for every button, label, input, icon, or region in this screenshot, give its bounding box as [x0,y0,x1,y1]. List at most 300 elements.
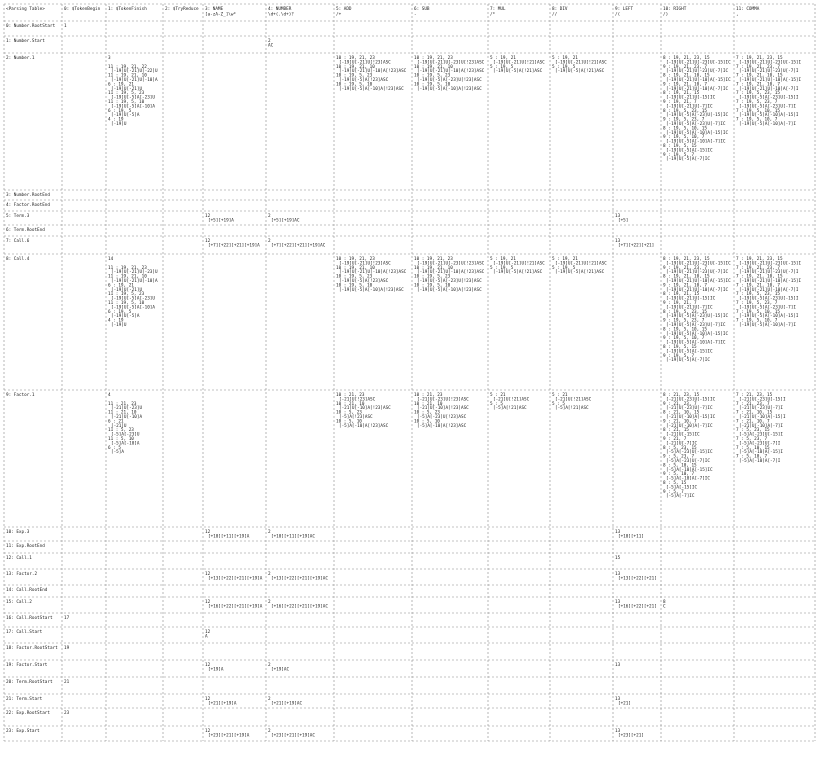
column-header: 4: NUMBER [268,7,292,12]
table-cell-line: 7 : 19, 5, 23, 7 [736,100,778,105]
table-cell-line: [+16][+22][+21][+19]A [208,604,263,610]
table-cell-line: [-19]U [111,122,127,127]
table-cell-line: [-19]U[-21]U[-23]U[-7]IC [666,69,729,75]
table-cell-line: 7 : 21, 10, 7 [736,419,770,425]
table-cell-line: 7 : 19, 21, 10, 15 [736,73,783,79]
table-cell-line: [-19]U[-5]A[!23]ASC [339,279,389,284]
row-label: 4: Factor.RootEnd [6,203,50,208]
table-cell-line: 4 : 19 [108,117,124,123]
column-header-pattern: , [736,12,739,18]
table-cell-line: AC [268,43,274,49]
table-cell-line: [-19]U[-21]U[-10]A[-15]I [739,279,802,284]
table-cell-line: [-5]A[-15]IC [666,485,698,491]
table-cell-line: [-21]U[-23]U[!23]ASC [417,397,469,403]
table-cell-line: 5 : 19, 5 [552,265,576,271]
column-header-pattern: - [414,12,417,18]
table-cell-line: [-19]U[-21]U[-23]U[-15]I [739,261,802,267]
table-cell-line: [-19]U[-21]U[-10]A[-15]IC [666,279,731,284]
table-cell-line: [+13][+22][+21][+19]A [208,576,263,582]
table-cell-line: 8 : 5, 23, 15 [663,445,697,451]
table-cell-line: [-19]U[-21]U[-23]U[!23]ASC [417,261,485,267]
table-cell-line: [+10][+11][+19]A [208,534,250,540]
table-cell-line: 8 : 21, 15 [663,428,689,434]
table-cell-line: [-19]U[-5]A[-15]IC [666,148,713,154]
table-cell-line: 1 [64,24,67,29]
table-cell-line: 8 : 21, 23, 15 [663,393,700,398]
table-cell-line: [-19]U[-21]U[!23]ASC [339,60,391,66]
table-cell-line: [-21]U[-10]A[-15]I [739,415,786,420]
table-cell-line: [-19]U[-5]A[-10]A[-15]IC [666,130,729,136]
table-cell-line: 10 : 5, 10 [414,419,440,425]
row-label: 6: Term.RootEnd [6,228,45,233]
table-cell-line: 9 : 19, 21, 7 [663,301,697,306]
row-label: 23: Exp.Start [6,729,40,734]
table-cell-line: 6 : 19, 21 [108,82,134,88]
table-cell-line: [+16][+22][+21] [618,604,657,610]
table-cell-line: 10 : 19, 21, 23 [414,257,453,262]
table-cell-line: 7 : 5, 10, 7 [736,454,768,460]
table-cell-line: [-19]U[-5]A[-10]A [111,305,155,311]
table-cell-line: [+5][+19]A [208,218,234,224]
table-cell-line: 9 : 19, 5, 7 [663,353,695,359]
table-cell-line: [-5]A[-10]A[!23]ASC [417,423,467,429]
table-cell-line: 6 : 19, 5 [108,309,132,315]
table-cell-line: [-19]U[-21]U[-10]A[!23]ASC [339,270,407,276]
table-cell-line: 8 : 21, 10, 15 [663,410,700,416]
table-cell-line: 8 : 19, 5, 10, 15 [663,126,707,132]
table-cell-line: 2 [268,663,271,668]
table-cell-line: [-19]U[-5]A[-23]U[-7]IC [666,323,726,328]
column-header: 1: $TokenFinish [108,7,147,12]
table-cell-line: [-5]A[!21]ASC [493,406,527,412]
table-cell-line: 13 [615,697,621,702]
table-cell-line: 10 : 5, 10 [336,419,362,425]
table-cell-line: 11 : 19, 21, 10 [108,274,147,280]
table-cell-line: [-19]U[-21]U[-10]A[-7]I [739,287,799,293]
table-cell-line: [-19]U[-5]A[!21]ASC [493,270,543,276]
table-cell-line: 7 : 19, 5, 23, 15 [736,292,780,298]
table-cell-line: [-19]U[-5]A[!23]ASC [339,78,389,83]
table-cell-line: [-19]U[-5]A[-10]A[-7]IC [666,340,726,346]
table-cell-line: 7 : 19, 21, 23, 7 [736,265,780,271]
table-cell-line: 8 : 5, 10, 15 [663,463,697,469]
column-header: <Parsing Table> [6,7,45,12]
table-cell-line: 8 : 19, 5, 23, 15 [663,309,707,315]
table-cell-line: 10 : 19, 5, 10 [414,82,451,88]
table-cell-line: 9 : 19, 5, 10, 7 [663,336,705,342]
column-header: 7: MUL [490,7,506,12]
row-label: 20: Term.RootStart [6,680,53,685]
row-label: 21: Term.Start [6,697,43,702]
table-cell-line: 10 : 21, 23 [414,393,443,398]
table-cell-line: 6 : 21 [108,419,124,425]
table-cell-line: [-5]A[-23]U[-7]IC [666,459,710,464]
table-cell-line: 7 : 19, 21, 23, 7 [736,64,780,70]
table-cell-line: 7 : 19, 21, 10, 7 [736,82,780,88]
table-cell-line: [-19]U[-21]U[-23]U[-7]I [739,270,799,276]
table-cell-line: [-19]U[-21]U[-10]A[-7]IC [666,86,729,92]
table-cell-line: 10 : 21, 10 [414,401,443,407]
table-cell-line: 7 : 5, 23, 7 [736,437,768,442]
table-cell-line: [+7][+22][+21] [618,243,655,249]
table-cell-line: 10 : 19, 5, 23 [414,274,451,280]
table-cell-line: 10 : 19, 21, 10 [414,64,453,70]
table-cell-line: [-19]U[-5]A[-23]U [111,95,155,101]
table-cell-line: [-19]U[-5]A[-10]A[-15]I [739,314,799,320]
row-label: 16: Call.RootStart [6,616,53,621]
table-cell-line: [-19]U[-21]U[-10]A[-15]I [739,78,802,83]
table-cell-line: 12 [205,600,211,605]
table-cell-line: 10 : 19, 5, 10 [336,82,373,88]
column-header-pattern: \d+(.\d+)? [268,12,294,18]
table-cell-line: 5 : 21 [552,393,568,398]
table-cell-line: 4 : 19 [108,318,124,324]
table-cell-line: [-19]U[-5]A[-10]A[!23]ASC [339,86,404,92]
table-cell-line: 6 : 19, 5 [108,108,132,114]
table-cell-line: [+23][+21][+19]A [208,733,250,739]
row-label: 19: Factor.Start [6,663,48,668]
table-cell-line: 9 : 19, 5, 10, 7 [663,135,705,141]
table-cell-line: [-19]U[-5]A[-10]A[!23]ASC [417,287,482,293]
table-cell-line: 8 [663,600,666,605]
table-cell-line: A [205,634,208,640]
table-cell-line: 10 : 21, 10 [336,401,365,407]
table-cell-line: 8 : 19, 5, 15 [663,144,697,149]
table-cell-line: 5 : 5 [552,401,565,407]
table-cell-line: [-19]U[-21]U[-23]U[-15]IC [666,60,731,66]
table-cell-line: 5 : 5 [490,401,503,407]
row-label: 9: Factor.1 [6,393,35,398]
table-cell-line: [-5]A[-7]IC [666,494,695,500]
table-cell-line: 11 : 19, 21, 22 [108,64,147,70]
table-cell-line: [-21]U[-10]A[-7]I [739,423,783,429]
table-cell-line: [-21]U[-7]IC [666,441,698,447]
table-cell-line: 11 : 5, 23 [108,428,134,434]
table-cell-line: [+23][+21] [618,733,644,739]
table-cell-line: 12 [205,630,211,635]
table-cell-line: [-19]U[-5]A[-7]IC [666,157,710,163]
table-cell-line: 13 [615,530,621,535]
table-cell-line: 19 [64,646,70,651]
table-cell-line: 7 : 19, 5, 10, 7 [736,318,778,324]
table-cell-line: 9 : 19, 21, 10, 7 [663,82,707,88]
table-cell-line: 9 : 19, 21, 23, 7 [663,64,707,70]
table-cell-line: 8 : 19, 21, 10, 15 [663,274,710,280]
table-cell-line: [-5]A[-23]U[-7]I [739,441,781,447]
table-cell-line: [-19]U[-5]A[-23]U[!23]ASC [417,78,482,83]
table-cell-line: [+13][+22][+21] [618,576,657,582]
table-cell-line: 7 : 19, 21, 23, 15 [736,56,783,61]
column-header: 5: ADD [336,7,352,12]
table-cell-line: [-21]U[!21]ASC [555,397,592,403]
table-cell-line: 12 [205,572,211,577]
table-cell-line: 10 : 19, 21, 23 [414,56,453,61]
table-cell-line: [-21]U[-10]A[!23]ASC [339,406,391,412]
table-cell-line: 10 : 19, 21, 23 [336,257,375,262]
row-label: 10: Exp.3 [6,530,30,535]
table-cell-line: 10 : 5, 23 [336,410,362,416]
table-cell-line: 12 [205,239,211,244]
table-cell-line: [-5]A[-23]U[!23]ASC [417,415,467,420]
table-cell-line: [-19]U[-5]A[-10]A[-15]IC [666,331,729,337]
table-cell-line: [-19]U[-5]A[-10]A[-7]I [739,122,796,127]
table-cell-line: 11 : 19, 5, 10 [108,100,145,105]
table-cell-line: [-19]U[-21]U[-15]IC [666,296,716,302]
table-cell-line: [-19]U[-5]A[-23]U[-15]IC [666,113,729,119]
table-cell-line: 8 : 19, 5, 23, 15 [663,108,707,114]
table-cell-line: 5 : 19, 21 [552,257,578,262]
row-label: 3: Number.RootEnd [6,193,50,198]
table-cell-line: [+10][+11][+19]AC [271,534,315,540]
table-cell-line: 7 : 19, 21, 10, 15 [736,274,783,280]
table-cell-line: [-5]A[!21]ASC [555,406,589,412]
table-cell-line: 10 : 5, 23 [414,410,440,416]
table-cell-line: 10 : 19, 21, 10 [414,265,453,271]
row-label: 14: Call.RootEnd [6,588,48,593]
table-cell-line: [-21]U[-10]A[!23]ASC [417,406,469,412]
table-cell-line: [-19]U[-5]A[!21]ASC [493,69,543,75]
table-cell-line: 15 [615,556,621,561]
table-cell-line: 10 : 19, 21, 10 [336,265,375,271]
table-cell-line: [-21]U[-23]U[-15]I [739,397,786,403]
table-cell-line: 7 : 21, 23, 15 [736,393,773,398]
table-cell-line: [-19]U [111,323,127,328]
table-cell-line: 14 [108,257,114,262]
row-label: 11: Exp.RootEnd [6,544,45,549]
table-cell-line: 6 : 19, 21 [108,283,134,289]
table-cell-line: [-5]A[-23]U[-15]I [739,432,783,438]
table-cell-line: [-19]U[-21]U[-10]A[!23]ASC [339,69,407,75]
table-cell-line: [+21] [618,701,631,707]
table-cell-line: [-19]U[-21]U[-23]U[-7]I [739,69,799,75]
table-cell-line: [-19]U[-5]A [111,314,140,320]
table-cell-line: [-5]A[-10]A[-7]I [739,459,781,464]
column-header: 9: LEFT [615,7,634,12]
table-cell-line: [-21]U[-10]A[-7]IC [666,423,713,429]
table-cell-line: 9 : 21, 23, 7 [663,401,697,407]
column-header: 10: RIGHT [663,7,687,12]
table-cell-line: 10 : 19, 21, 10 [336,64,375,70]
table-cell-line: 2 [268,530,271,535]
table-cell-line: [-21]U[!21]ASC [493,397,530,403]
table-cell-line: 5 : 19, 21 [490,257,516,262]
table-cell-line: 7 : 19, 5, 10, 15 [736,309,780,315]
table-cell-line: 3 [108,56,111,61]
table-cell-line: [-19]U[-21]U[-10]A [111,78,158,83]
table-cell-line: 7 : 21, 10, 15 [736,410,773,416]
column-header: 3: NAME [205,7,224,12]
table-cell-line: [-19]U[-21]U[!21]ASC [493,60,545,66]
table-cell-line: 2 [268,600,271,605]
table-cell-line: [+10][+11] [618,534,644,540]
table-cell-line: 13 [615,214,621,219]
table-cell-line: [+16][+22][+21][+19]AC [271,604,328,610]
table-cell-line: [-19]U[-21]U[-7]IC [666,305,713,311]
table-cell-line: [-21]U[-23]U[-7]IC [666,406,713,412]
table-cell-line: [-19]U[-5]A[-23]U[-7]I [739,104,796,110]
table-cell-line: 2 [268,239,271,244]
table-cell-line: 13 [615,729,621,734]
table-cell-line: [-19]U[-21]U[!21]ASC [555,60,607,66]
table-cell-line: 17 [64,616,70,621]
table-cell-line: 11 : 21, 23 [108,401,137,407]
table-cell-line: [+13][+22][+21][+19]AC [271,576,328,582]
table-cell-line: [-19]U[-5]A[-23]U[-7]I [739,305,796,311]
table-cell-line: 5 : 19, 5 [490,265,514,271]
table-cell-line: 9 : 19, 21, 7 [663,100,697,105]
table-cell-line: [-19]U[-5]A[-10]A [111,104,155,110]
column-header: 8: DIV [552,7,568,12]
table-cell-line: C [663,604,666,610]
row-label: 1: Number.Start [6,39,45,44]
table-cell-line: 7 : 19, 5, 10, 15 [736,108,780,114]
table-cell-line: [+23][+21][+19]AC [271,733,315,739]
table-cell-line: [-19]U[-21]U[-23]U[-15]I [739,60,802,66]
table-cell-line: [-19]U[-21]U[-10]A[!23]ASC [417,69,485,75]
table-cell-line: 9 : 19, 21, 23, 7 [663,265,707,271]
table-cell-line: 9 : 5, 23, 7 [663,454,695,460]
table-cell-line: 11 : 21, 10 [108,410,137,416]
table-cell-line: 9 : 5, 7 [663,489,684,495]
table-cell-line: 23 [64,711,70,716]
table-cell-line: 13 [615,239,621,244]
table-cell-line: 7 : 19, 5, 23, 15 [736,91,780,97]
table-cell-line: [-5]A[-23]U [111,432,140,438]
table-cell-line: [-19]U[-21]U[-23]U [111,270,158,276]
table-cell-line: [+21][+19]AC [271,701,303,707]
table-cell-line: 11 : 19, 5, 23 [108,91,145,97]
table-cell-line: 10 : 21, 23 [336,393,365,398]
table-cell-line: 2 [268,39,271,44]
table-cell-line: 5 : 19, 21 [490,56,516,61]
table-cell-line: [+7][+22][+21][+19]AC [271,243,326,249]
table-cell-line: [-19]U[-5]A[-10]A[!23]ASC [339,287,404,293]
table-cell-line: [+19]A [208,667,224,673]
table-cell-line: [-19]U[-5]A[-10]A[-7]I [739,323,796,328]
table-cell-line: 9 : 5, 10, 7 [663,472,695,478]
table-cell-line: [-5]A[-23]U[-15]IC [666,450,713,456]
table-cell-line: [-19]U[-21]U[-10]A[!23]ASC [417,270,485,276]
table-cell-line: [-19]U[-5]A[-23]U[-15]I [739,95,799,101]
table-cell-line: 9 : 21, 7 [663,437,687,442]
table-cell-line: [+5][+19]AC [271,218,300,224]
table-cell-line: 4 [108,393,111,398]
table-cell-line: [-19]U[-21]U[-10]A[-15]IC [666,78,731,83]
table-cell-line: [-19]U[-5]A [111,113,140,119]
table-cells [6,6,801,738]
row-label: 13: Factor.2 [6,572,38,577]
row-label: 17: Call.Start [6,630,43,635]
table-cell-line: 10 : 19, 5, 23 [414,73,451,79]
row-label: 12: Call.1 [6,556,32,561]
table-cell-line: [-19]U[-21]U[-23]U[!23]ASC [417,60,485,66]
table-cell-line: [-5]A[-10]A[-15]IC [666,467,713,473]
table-cell-line: 13 [615,572,621,577]
table-cell-line: 7 : 5, 10, 15 [736,445,770,451]
table-cell-line: 10 : 19, 5, 10 [336,283,373,289]
table-cell-line: 8 : 5, 15 [663,481,687,486]
column-header: 2: $TryReduce [165,7,199,12]
row-label: 2: Number.1 [6,56,35,61]
table-cell-line: [-19]U[-21]U[-7]IC [666,104,713,110]
table-cell-line: [-19]U[-5]A[-7]IC [666,358,710,364]
table-cell-line: [-19]U[-5]A[-23]U[-7]IC [666,122,726,127]
table-cell-line: [-5]A [111,450,124,456]
table-cell-line: 10 : 19, 5, 10 [414,283,451,289]
table-cell-line: 12 [205,729,211,734]
table-cell-line: 7 : 19, 5, 10, 7 [736,117,778,123]
table-cell-line: [-21]U [111,423,127,429]
table-cell-line: [-19]U[-5]A[!21]ASC [555,69,605,75]
table-cell-line: [+5] [618,218,629,224]
row-label: 8: Call.4 [6,257,30,262]
table-cell-line: 11 : 19, 5, 10 [108,301,145,306]
table-cell-line: 9 : 19, 5, 23, 7 [663,318,705,324]
table-cell-line: 2 [268,214,271,219]
table-cell-line: [-19]U[-21]U[!23]ASC [339,261,391,267]
column-header-pattern: /) [663,12,669,18]
row-label: 7: Call.6 [6,239,30,244]
table-cell-line: 11 : 19, 5, 23 [108,292,145,298]
table-cell-line: [-19]U[-21]U [111,287,143,293]
table-cell-line: [-19]U[-21]U[-23]U[-7]IC [666,270,729,276]
column-header: 0: $TokenBegin [64,7,101,12]
table-cell-line: [-19]U[-5]A[-23]U[!23]ASC [417,279,482,284]
table-cell-line: 7 : 19, 5, 23, 7 [736,301,778,306]
table-cell-line: [-19]U[-5]A[-10]A[-15]I [739,113,799,119]
table-cell-line: 7 : 19, 21, 10, 7 [736,283,780,289]
table-cell-line: [-19]U[-21]U[-23]U[-15]IC [666,261,731,267]
table-cell-line: [-21]U[!23]ASC [339,397,376,403]
table-cell-line: 13 [615,663,621,668]
table-cell-line: [-21]U[-15]IC [666,432,700,438]
column-header-pattern: // [552,12,558,18]
table-cell-line: [-5]A[-10]A[-7]IC [666,476,710,482]
table-cell-line: 12 [205,663,211,668]
row-label: 5: Term.3 [6,214,30,219]
column-header-pattern: /+ [336,12,342,18]
table-cell-line: 6 : 5 [108,445,121,451]
table-cell-line: 11 : 19, 21, 10 [108,73,147,79]
table-cell-line: [-5]A[-10]A[-15]I [739,450,783,456]
table-cell-line: 8 : 19, 21, 15 [663,292,700,298]
table-cell-line: 5 : 19, 5 [490,64,514,70]
table-cell-line: 7 : 19, 21, 23, 15 [736,257,783,262]
table-cell-line: 7 : 21, 23, 7 [736,401,770,407]
table-cell-line: [-19]U[-5]A[-15]IC [666,349,713,355]
table-cell-line: 10 : 19, 21, 23 [336,56,375,61]
table-cell-line: [-19]U[-5]A[-23]U [111,296,155,302]
column-header-pattern: [a-zA-Z_]\w* [205,12,237,18]
table-cell-line: [-19]U[-5]A[-23]U[-15]I [739,296,799,302]
column-header-pattern: /( [615,12,621,18]
row-label: 15: Call.2 [6,600,32,605]
column-header: 6: SUB [414,7,430,12]
table-cell-line: [+7][+22][+21][+19]A [208,243,260,249]
table-cell-line: 2 [268,697,271,702]
table-cell-line: [-19]U[-21]U[-15]IC [666,95,716,101]
table-cell-line: [-19]U[-21]U[-10]A[-7]IC [666,287,729,293]
table-cell-line: 8 : 19, 21, 23, 15 [663,257,710,262]
table-cell-line: [-19]U[-21]U[-22]U [111,69,158,75]
row-label: 0: Number.RootStart [6,24,56,29]
table-cell-line: [-19]U[-21]U[-10]A[-7]I [739,86,799,92]
table-cell-line: 12 [205,530,211,535]
table-cell-line: 9 : 19, 21, 10, 7 [663,283,707,289]
table-cell-line: 12 [205,214,211,219]
table-cell-line: 2 [268,572,271,577]
table-cell-line: 13 [615,600,621,605]
